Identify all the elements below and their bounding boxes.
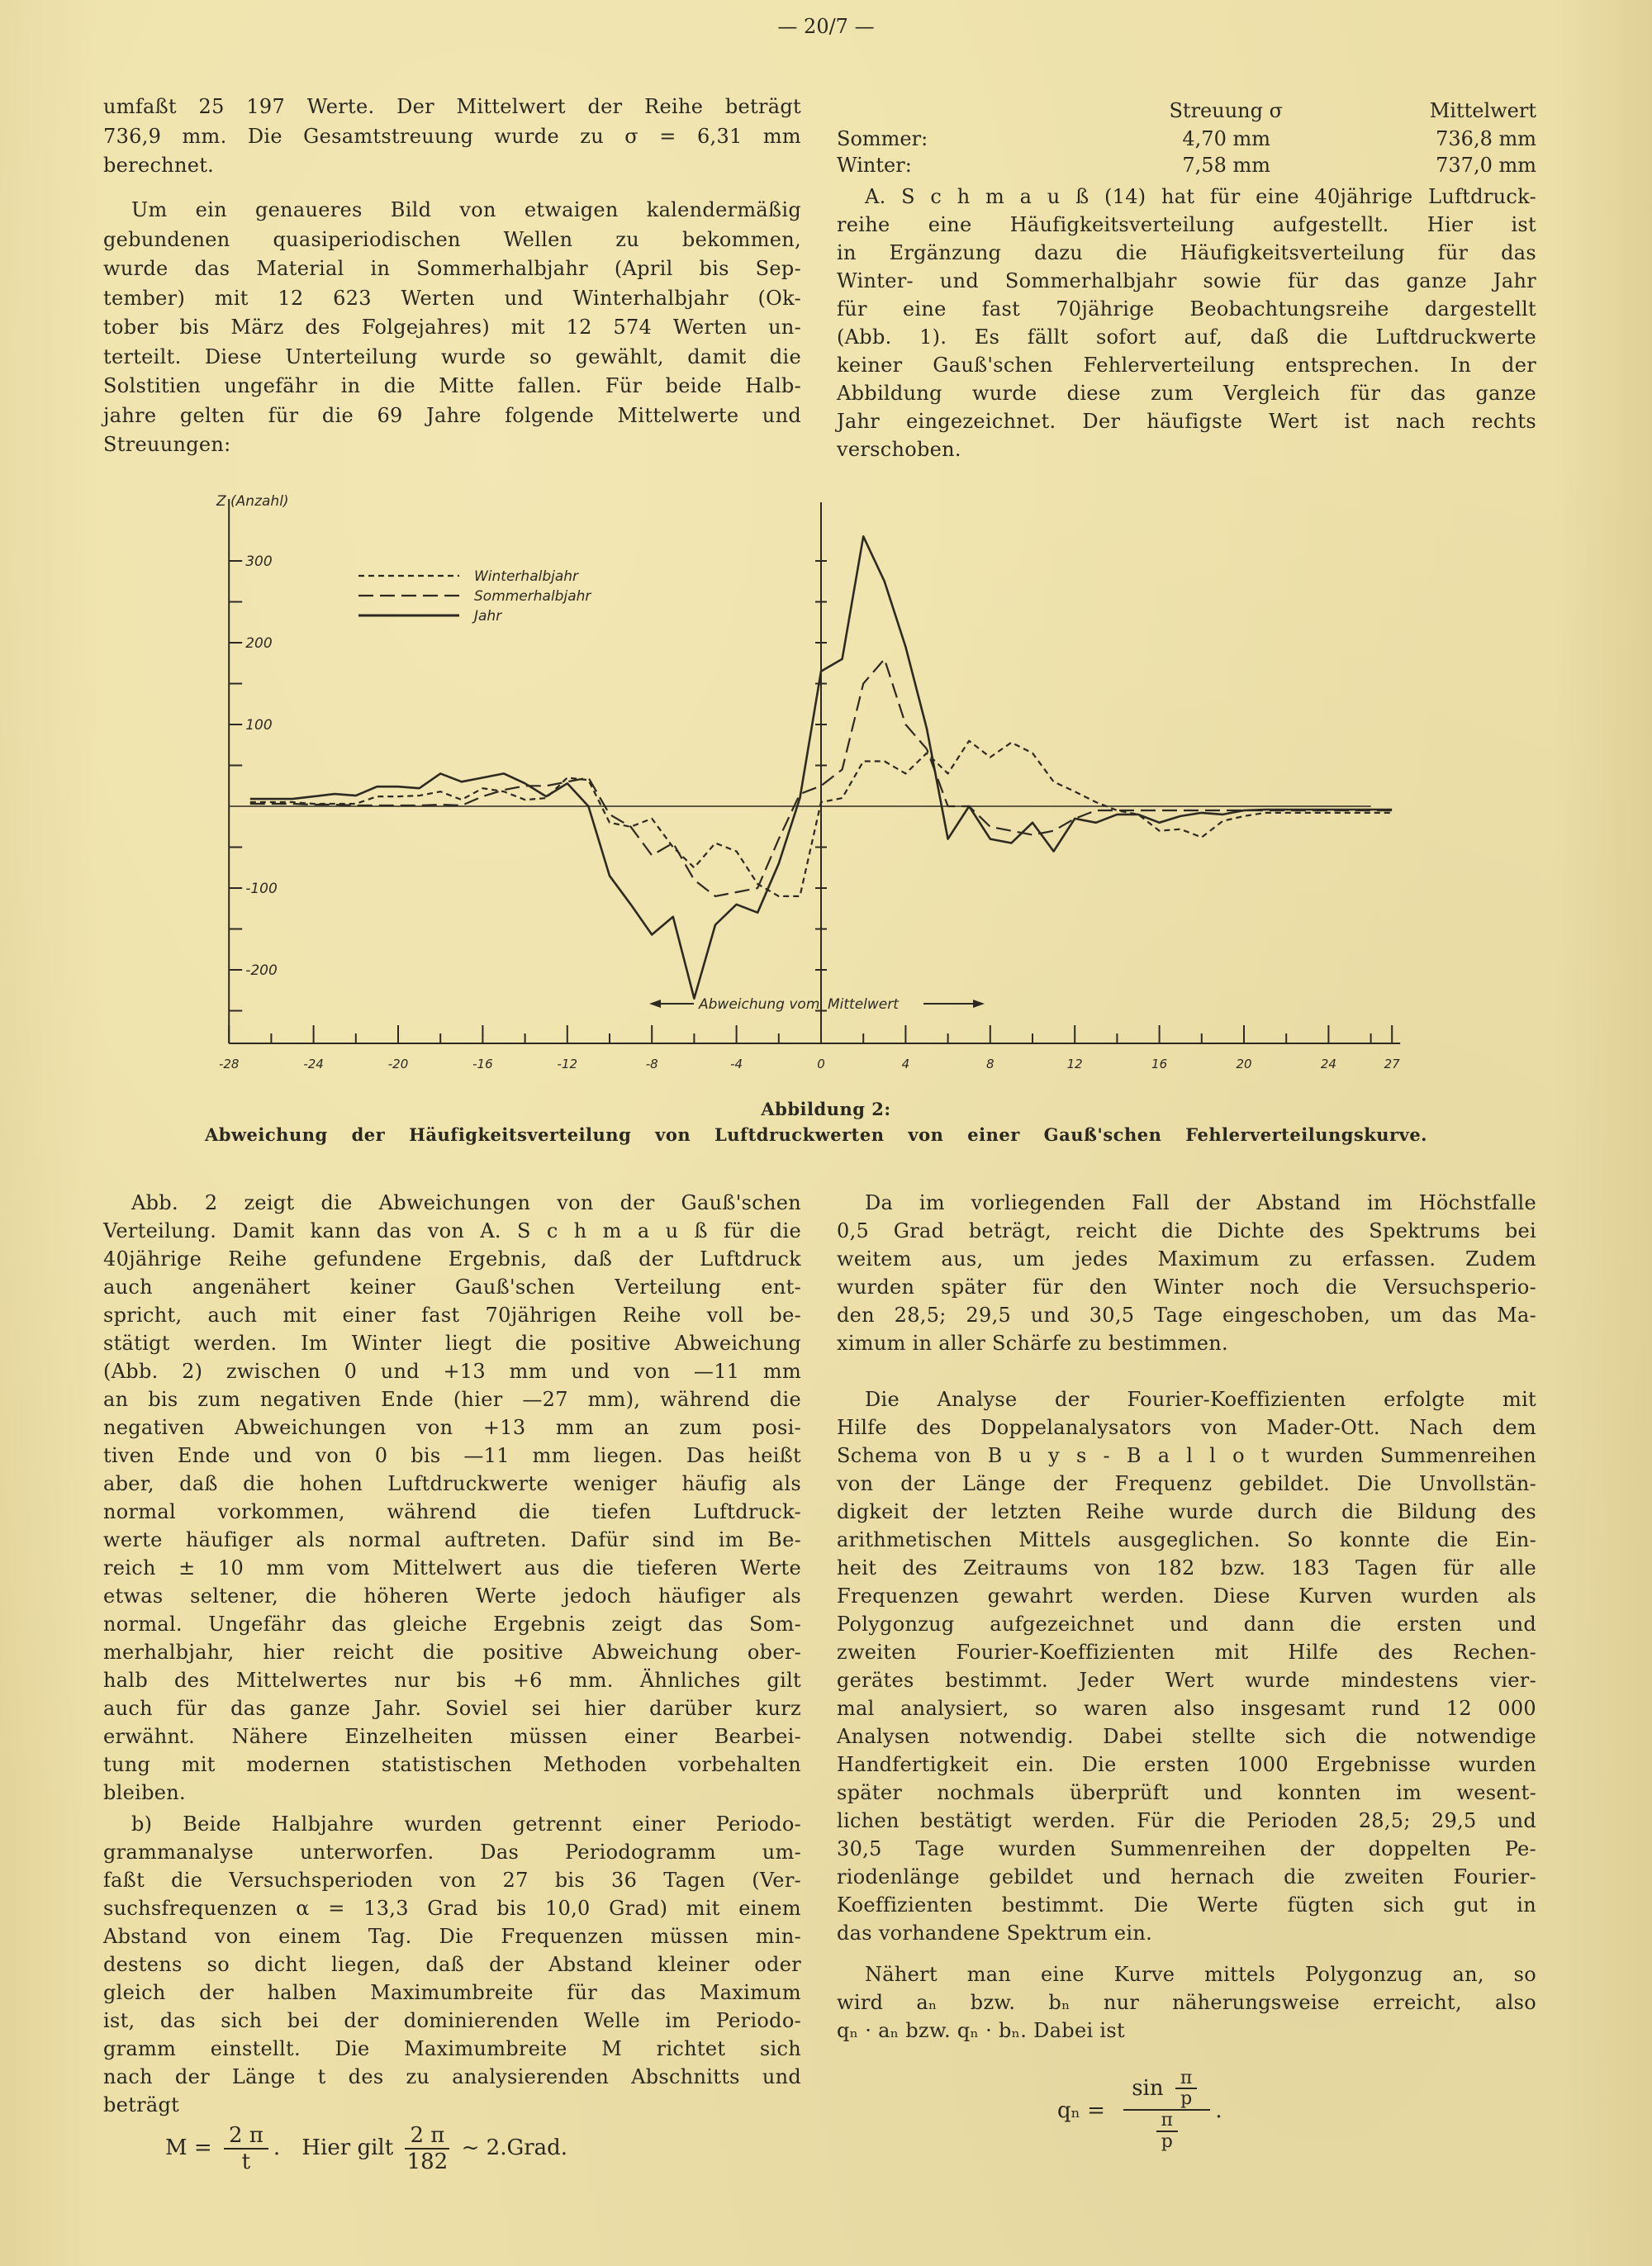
denominator: p [1180,2088,1193,2109]
text-line: reich ± 10 mm vom Mittelwert aus die tieferen Werte [103,1556,801,1580]
paragraph [103,93,801,181]
fraction [1175,2069,1197,2109]
paragraph [837,1189,1536,1357]
formula-lhs: qₙ = [1057,2098,1105,2123]
text-line: auch angenähert keiner Gauß'schen Verteilung ent- [103,1276,801,1299]
fraction [405,2123,449,2174]
text-line: ximum in aller Schärfe zu bestimmen. [837,1332,1228,1355]
text-line: 0,5 Grad beträgt, reicht die Dichte des Spektrums bei [837,1219,1536,1242]
text-line: reihe eine Häufigkeitsverteilung aufgestellt. Hier ist [837,213,1536,236]
x-tick-label: 12 [1066,1057,1083,1071]
text-line: Da im vorliegenden Fall der Abstand im Höchstfalle [865,1191,1536,1214]
text-line: normal vorkommen, während die tiefen Luftdruck- [103,1500,801,1523]
text-line: heit des Zeitraums von 182 bzw. 183 Tagen für alle [837,1556,1536,1580]
y-tick-label: -200 [245,962,278,979]
denominator [1151,2111,1183,2152]
text-line: von der Länge der Frequenz gebildet. Die Unvollstän- [837,1472,1536,1495]
text-line: später nochmals überprüft und konnten im wesent- [837,1781,1536,1804]
y-tick-label: -100 [245,881,278,897]
text-line: Jahr eingezeichnet. Der häufigste Wert ist nach rechts [837,410,1536,433]
text-line: nach der Länge t des zu analysierenden Abschnitts und [103,2065,801,2088]
formula-lhs: M = [165,2135,212,2160]
legend-label: Jahr [474,608,502,625]
paragraph [103,1189,801,1807]
page-number: — 20/7 — [777,15,875,38]
stats-table [837,97,1536,180]
text-line: keiner Gauß'schen Fehlerverteilung entsprechen. In der [837,354,1536,377]
text-line: wird aₙ bzw. bₙ nur näherungsweise erreicht, also [837,1991,1536,2014]
text-line: merhalbjahr, hier reicht die positive Abweichung ober- [103,1641,801,1664]
figure-chart [0,463,1652,1090]
text-line: etwas seltener, die höheren Werte jedoch häufiger als [103,1584,801,1608]
x-tick-label: -12 [557,1057,578,1071]
text-line: 30,5 Tage wurden Summenreihen der doppelten Pe- [837,1837,1536,1860]
x-tick-label: -8 [645,1057,658,1071]
text-line: A. S c h m a u ß (14) hat für eine 40jährige Luftdruck- [865,185,1536,208]
text-line: Die Analyse der Fourier-Koeffizienten erfolgte mit [865,1388,1536,1411]
text-line: Nähert man eine Kurve mittels Polygonzug an, so [865,1963,1536,1986]
numerator: 2 π [405,2123,449,2150]
text-line: verschoben. [837,438,961,461]
text-line: Abbildung wurde diese zum Vergleich für das ganze [837,382,1536,405]
y-axis-label: Z (Anzahl) [216,493,289,510]
formula-q [1057,2069,1222,2152]
text-line: für eine fast 70jährige Beobachtungsreihe dargestellt [837,297,1536,321]
text-line: zweiten Fourier-Koeffizienten mit Hilfe des Rechen- [837,1641,1536,1664]
text-line: lichen bestätigt werden. Für die Perioden 28,5; 29,5 und [837,1809,1536,1832]
text-line: den 28,5; 29,5 und 30,5 Tage eingeschoben, um das Ma- [837,1304,1536,1327]
text-line: Winter- und Sommerhalbjahr sowie für das ganze Jahr [837,269,1536,292]
text-line: aber, daß die hohen Luftdruckwerte weniger häufig als [103,1472,801,1495]
numerator [1123,2069,1210,2111]
text-line: Streuungen: [103,433,231,456]
text-line: Frequenzen gewahrt werden. Diese Kurven wurden als [837,1584,1536,1608]
formula-dot: . [1215,2098,1222,2123]
x-tick-label: 27 [1384,1057,1400,1071]
text-line: (Abb. 2) zwischen 0 und +13 mm und von —11 mm [103,1360,801,1383]
text-line: tiven Ende und von 0 bis —11 mm liegen. Das heißt [103,1444,801,1467]
table-header-mittelwert: Mittelwert [1429,99,1536,122]
text-line: tember) mit 12 623 Werten und Winterhalbjahr (Ok- [103,286,801,310]
paragraph [837,1385,1536,1947]
text-line: weitem aus, um jedes Maximum zu erfassen. Zudem [837,1247,1536,1271]
text-line: gebundenen quasiperiodischen Wellen zu bekommen, [103,227,801,251]
denominator: p [1161,2131,1173,2152]
table-row-label: Sommer: [837,127,928,150]
x-tick-label: -4 [730,1057,743,1071]
table-cell: 4,70 mm [1182,127,1270,150]
text-line: Verteilung. Damit kann das von A. S c h m a u ß für die [103,1219,801,1242]
numerator: π [1156,2111,1178,2132]
paragraph [103,196,801,460]
text-line: 40jährige Reihe gefundene Ergebnis, daß der Luftdruck [103,1247,801,1271]
formula-dot: . [273,2135,281,2160]
paragraph [103,1810,801,2119]
text-line: (Abb. 1). Es fällt sofort auf, daß die Luftdruckwerte [837,325,1536,349]
x-axis-label-left: Abweichung vom [699,996,820,1013]
text-line: Abb. 2 zeigt die Abweichungen von der Gauß'schen [131,1191,801,1214]
text-line: werte häufiger als normal auftreten. Dafür sind im Be- [103,1528,801,1551]
denominator: t [241,2150,251,2174]
table-header-streuung: Streuung σ [1169,99,1283,122]
x-axis-label-right: Mittelwert [828,996,899,1013]
fraction [224,2123,268,2174]
denominator: 182 [406,2150,449,2174]
text-line: ist, das sich bei der dominierenden Welle im Periodo- [103,2009,801,2032]
text-line: berechnet. [103,154,215,177]
text-line: Schema von B u y s - B a l l o t wurden Summenreihen [837,1444,1536,1467]
text-line: destens so dicht liegen, daß der Abstand kleiner oder [103,1953,801,1976]
text-line: halb des Mittelwertes nur bis +6 mm. Ähnliches gilt [103,1669,801,1692]
text-line: Abstand von einem Tag. Die Frequenzen müssen min- [103,1925,801,1948]
text-line: gleich der halben Maximumbreite für das Maximum [103,1981,801,2004]
text-line: normal. Ungefähr das gleiche Ergebnis zeigt das Som- [103,1613,801,1636]
text-line: wurden später für den Winter noch die Versuchsperio- [837,1276,1536,1299]
x-tick-label: 24 [1320,1057,1336,1071]
table-row-label: Winter: [837,154,912,177]
text-line: Um ein genaueres Bild von etwaigen kalendermäßig [131,198,801,221]
text-line: b) Beide Halbjahre wurden getrennt einer Periodo- [131,1812,801,1836]
numerator: π [1175,2069,1197,2089]
text-line: gramm einstellt. Die Maximumbreite M richtet sich [103,2037,801,2060]
numerator: 2 π [224,2123,268,2150]
text-line: bleiben. [103,1781,186,1804]
sin-label: sin [1132,2076,1164,2101]
text-line: in Ergänzung dazu die Häufigkeitsverteilung für das [837,241,1536,264]
text-line: arithmetischen Mittels ausgeglichen. So konnte die Ein- [837,1528,1536,1551]
formula-maximum-width [165,2123,567,2174]
text-line: wurde das Material in Sommerhalbjahr (April bis Sep- [103,257,801,280]
text-line: Koeffizienten bestimmt. Die Werte fügten sich gut in [837,1893,1536,1917]
arrow-right-icon [973,1000,985,1008]
text-line: riodenlänge gebildet und hernach die zweiten Fourier- [837,1865,1536,1888]
paragraph [837,1960,1536,2045]
text-line: auch für das ganze Jahr. Soviel sei hier darüber kurz [103,1697,801,1720]
y-tick-label: 200 [245,635,273,652]
fraction [1156,2111,1178,2152]
x-tick-label: 16 [1151,1057,1168,1071]
figure-label: Abbildung 2: [761,1099,891,1119]
text-line: beträgt [103,2093,180,2116]
text-line: mal analysiert, so waren also insgesamt rund 12 000 [837,1697,1536,1720]
x-tick-label: -24 [303,1057,324,1071]
figure-caption: Abweichung der Häufigkeitsverteilung von Luftdruckwerten von einer Gauß'schen Fehlerverteilungskurve. [205,1124,1427,1145]
text-line: Solstitien ungefähr in die Mitte fallen. Für beide Halb- [103,374,801,397]
x-tick-label: 4 [901,1057,910,1071]
text-line: spricht, auch mit einer fast 70jährigen Reihe voll be- [103,1304,801,1327]
x-tick-label: 0 [817,1057,825,1071]
x-tick-label: 20 [1236,1057,1252,1071]
text-line: erwähnt. Nähere Einzelheiten müssen einer Bearbei- [103,1725,801,1748]
text-line: faßt die Versuchsperioden von 27 bis 36 Tagen (Ver- [103,1869,801,1892]
x-tick-label: -28 [218,1057,240,1071]
text-line: tober bis März des Folgejahres) mit 12 574 Werten un- [103,316,801,339]
y-tick-label: 100 [245,717,273,734]
text-line: grammanalyse unterworfen. Das Periodogramm um- [103,1841,801,1864]
y-tick-label: 300 [245,553,273,570]
arrow-left-icon [649,1000,661,1008]
x-tick-label: -20 [387,1057,409,1071]
text-line: stätigt werden. Im Winter liegt die positive Abweichung [103,1332,801,1355]
text-line: Polygonzug aufgezeichnet und dann die ersten und [837,1613,1536,1636]
table-cell: 737,0 mm [1436,154,1536,177]
text-line: umfaßt 25 197 Werte. Der Mittelwert der Reihe beträgt [103,95,801,118]
text-line: an bis zum negativen Ende (hier —27 mm), während die [103,1388,801,1411]
text-line: tung mit modernen statistischen Methoden vorbehalten [103,1753,801,1776]
text-line: Handfertigkeit ein. Die ersten 1000 Ergebnisse wurden [837,1753,1536,1776]
formula-text: Hier gilt [301,2135,394,2160]
x-tick-label: -16 [472,1057,493,1071]
x-tick-label: 8 [986,1057,995,1071]
text-line: gerätes bestimmt. Jeder Wert wurde mindestens vier- [837,1669,1536,1692]
formula-rhs: ~ 2.Grad. [461,2135,568,2160]
text-line: Hilfe des Doppelanalysators von Mader-Ott. Nach dem [837,1416,1536,1439]
text-line: terteilt. Diese Unterteilung wurde so gewählt, damit die [103,344,801,368]
text-line: Analysen notwendig. Dabei stellte sich die notwendige [837,1725,1536,1748]
text-line: das vorhandene Spektrum ein. [837,1922,1153,1945]
paragraph [837,183,1536,463]
table-cell: 7,58 mm [1182,154,1270,177]
text-line: 736,9 mm. Die Gesamtstreuung wurde zu σ = 6,31 mm [103,124,801,148]
fraction [1123,2069,1210,2152]
text-line: suchsfrequenzen α = 13,3 Grad bis 10,0 Grad) mit einem [103,1897,801,1920]
text-line: jahre gelten für die 69 Jahre folgende Mittelwerte und [103,403,801,427]
legend-label: Sommerhalbjahr [474,588,591,605]
text-line: digkeit der letzten Reihe wurde durch die Bildung des [837,1500,1536,1523]
legend-label: Winterhalbjahr [474,568,579,585]
table-cell: 736,8 mm [1436,127,1536,150]
text-line: negativen Abweichungen von +13 mm an zum posi- [103,1416,801,1439]
text-line: qₙ · aₙ bzw. qₙ · bₙ. Dabei ist [837,2019,1125,2042]
